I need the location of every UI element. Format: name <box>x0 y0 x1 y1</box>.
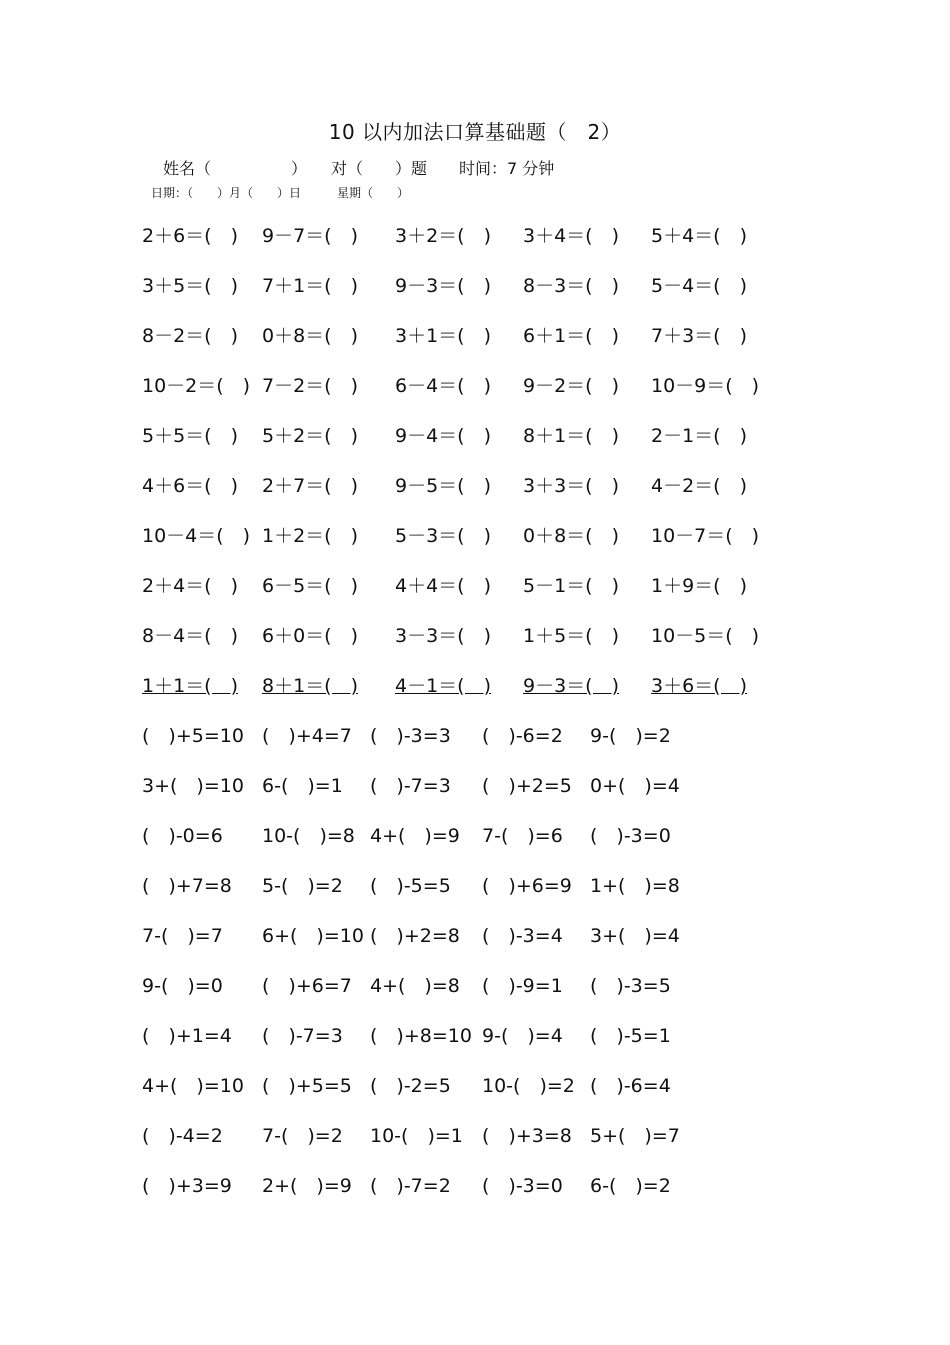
problem-item: ( )+4=7 <box>262 725 352 747</box>
problem-item: 1＋1＝( ) <box>142 675 239 697</box>
problem-item: 4+( )=8 <box>370 975 460 997</box>
problem-item: ( )+8=10 <box>370 1025 472 1047</box>
problem-item: 8＋1＝( ) <box>262 675 359 697</box>
problem-item: 9－5＝( ) <box>395 475 492 497</box>
problem-item: 6-( )=2 <box>590 1175 671 1197</box>
problem-item: 5－4＝( ) <box>651 275 748 297</box>
problem-item: 10－7＝( ) <box>651 525 760 547</box>
problem-item: ( )-3=4 <box>482 925 563 947</box>
problem-item: ( )-3=0 <box>482 1175 563 1197</box>
fill-blank-row <box>0 1171 950 1201</box>
problem-item: 0＋8＝( ) <box>262 325 359 347</box>
problem-item: 2－1＝( ) <box>651 425 748 447</box>
problem-item: ( )-3=0 <box>590 825 671 847</box>
problem-item: 5－1＝( ) <box>523 575 620 597</box>
problem-item: 4－2＝( ) <box>651 475 748 497</box>
problem-item: ( )-6=4 <box>590 1075 671 1097</box>
arithmetic-row <box>0 321 950 351</box>
date-info-line: 日期：（ ）月（ ）日 星期（ ） <box>151 186 410 200</box>
problem-item: 7－2＝( ) <box>262 375 359 397</box>
problem-item: 8－3＝( ) <box>523 275 620 297</box>
problem-item: 4＋6＝( ) <box>142 475 239 497</box>
problem-item: 6－4＝( ) <box>395 375 492 397</box>
problem-item: 4－1＝( ) <box>395 675 492 697</box>
fill-blank-row <box>0 1071 950 1101</box>
fill-blank-row <box>0 871 950 901</box>
problem-item: 3＋3＝( ) <box>523 475 620 497</box>
problem-item: 2＋4＝( ) <box>142 575 239 597</box>
arithmetic-row <box>0 571 950 601</box>
problem-item: ( )-0=6 <box>142 825 223 847</box>
problem-item: 6+( )=10 <box>262 925 364 947</box>
problem-item: 8－2＝( ) <box>142 325 239 347</box>
problem-item: 6-( )=1 <box>262 775 343 797</box>
problem-item: 10－5＝( ) <box>651 625 760 647</box>
arithmetic-row <box>0 671 950 701</box>
problem-item: 10-( )=8 <box>262 825 355 847</box>
arithmetic-row <box>0 621 950 651</box>
problem-item: ( )-7=3 <box>262 1025 343 1047</box>
problem-item: 5＋5＝( ) <box>142 425 239 447</box>
problem-item: 1＋9＝( ) <box>651 575 748 597</box>
problem-item: ( )-5=1 <box>590 1025 671 1047</box>
arithmetic-row <box>0 421 950 451</box>
arithmetic-row <box>0 471 950 501</box>
problem-item: ( )-7=3 <box>370 775 451 797</box>
worksheet-title: 10 以内加法口算基础题（ 2） <box>328 120 622 144</box>
problem-item: 4+( )=10 <box>142 1075 244 1097</box>
problem-item: 7-( )=6 <box>482 825 563 847</box>
problem-item: 6－5＝( ) <box>262 575 359 597</box>
arithmetic-row <box>0 271 950 301</box>
problem-item: 7-( )=2 <box>262 1125 343 1147</box>
fill-blank-row <box>0 821 950 851</box>
problem-item: 0+( )=4 <box>590 775 680 797</box>
problem-item: 6＋0＝( ) <box>262 625 359 647</box>
problem-item: ( )+1=4 <box>142 1025 232 1047</box>
problem-item: ( )+6=9 <box>482 875 572 897</box>
problem-item: ( )+2=8 <box>370 925 460 947</box>
problem-item: 4＋4＝( ) <box>395 575 492 597</box>
problem-item: 10－9＝( ) <box>651 375 760 397</box>
problem-item: 1＋5＝( ) <box>523 625 620 647</box>
problem-item: 9－7＝( ) <box>262 225 359 247</box>
problem-item: 7-( )=7 <box>142 925 223 947</box>
problem-item: 3－3＝( ) <box>395 625 492 647</box>
problem-item: ( )+5=10 <box>142 725 244 747</box>
problem-item: 9-( )=4 <box>482 1025 563 1047</box>
problem-item: 7＋1＝( ) <box>262 275 359 297</box>
problem-item: 10－4＝( ) <box>142 525 251 547</box>
fill-blank-row <box>0 1121 950 1151</box>
problem-item: ( )+3=8 <box>482 1125 572 1147</box>
problem-item: ( )+2=5 <box>482 775 572 797</box>
problem-item: 1＋2＝( ) <box>262 525 359 547</box>
problem-item: 9－3＝( ) <box>523 675 620 697</box>
problem-item: ( )-3=3 <box>370 725 451 747</box>
problem-item: 5－3＝( ) <box>395 525 492 547</box>
problem-item: 10-( )=1 <box>370 1125 463 1147</box>
problem-item: 0＋8＝( ) <box>523 525 620 547</box>
arithmetic-row <box>0 371 950 401</box>
problem-item: 6＋1＝( ) <box>523 325 620 347</box>
problem-item: ( )-6=2 <box>482 725 563 747</box>
problem-item: 2＋6＝( ) <box>142 225 239 247</box>
problem-item: ( )+5=5 <box>262 1075 352 1097</box>
fill-blank-row <box>0 771 950 801</box>
fill-blank-row <box>0 971 950 1001</box>
problem-item: ( )-5=5 <box>370 875 451 897</box>
problem-item: 2+( )=9 <box>262 1175 352 1197</box>
problem-item: ( )+3=9 <box>142 1175 232 1197</box>
arithmetic-row <box>0 521 950 551</box>
problem-item: 3+( )=4 <box>590 925 680 947</box>
problem-item: 9-( )=0 <box>142 975 223 997</box>
problem-item: ( )-3=5 <box>590 975 671 997</box>
problem-item: 5-( )=2 <box>262 875 343 897</box>
problem-item: 4+( )=9 <box>370 825 460 847</box>
problem-item: 7＋3＝( ) <box>651 325 748 347</box>
fill-blank-row <box>0 721 950 751</box>
problem-item: 10-( )=2 <box>482 1075 575 1097</box>
fill-blank-row <box>0 921 950 951</box>
problem-item: 5+( )=7 <box>590 1125 680 1147</box>
problem-item: ( )-9=1 <box>482 975 563 997</box>
problem-item: 10－2＝( ) <box>142 375 251 397</box>
problem-item: ( )+6=7 <box>262 975 352 997</box>
problem-item: 9-( )=2 <box>590 725 671 747</box>
problem-item: 3＋1＝( ) <box>395 325 492 347</box>
problem-item: 5＋2＝( ) <box>262 425 359 447</box>
problem-item: 1+( )=8 <box>590 875 680 897</box>
problem-item: ( )-7=2 <box>370 1175 451 1197</box>
problem-item: 9－2＝( ) <box>523 375 620 397</box>
problem-item: 8＋1＝( ) <box>523 425 620 447</box>
problem-item: 9－4＝( ) <box>395 425 492 447</box>
arithmetic-row <box>0 221 950 251</box>
problem-item: 3＋4＝( ) <box>523 225 620 247</box>
problem-item: ( )-4=2 <box>142 1125 223 1147</box>
problem-item: ( )+7=8 <box>142 875 232 897</box>
problem-item: 3＋6＝( ) <box>651 675 748 697</box>
problem-item: 9－3＝( ) <box>395 275 492 297</box>
problem-item: 3＋5＝( ) <box>142 275 239 297</box>
problem-item: 2＋7＝( ) <box>262 475 359 497</box>
problem-item: 8－4＝( ) <box>142 625 239 647</box>
student-info-line: 姓名（ ） 对（ ）题 时间：7 分钟 <box>163 159 555 178</box>
fill-blank-row <box>0 1021 950 1051</box>
problem-item: ( )-2=5 <box>370 1075 451 1097</box>
problem-item: 3＋2＝( ) <box>395 225 492 247</box>
problem-item: 5＋4＝( ) <box>651 225 748 247</box>
problem-item: 3+( )=10 <box>142 775 244 797</box>
